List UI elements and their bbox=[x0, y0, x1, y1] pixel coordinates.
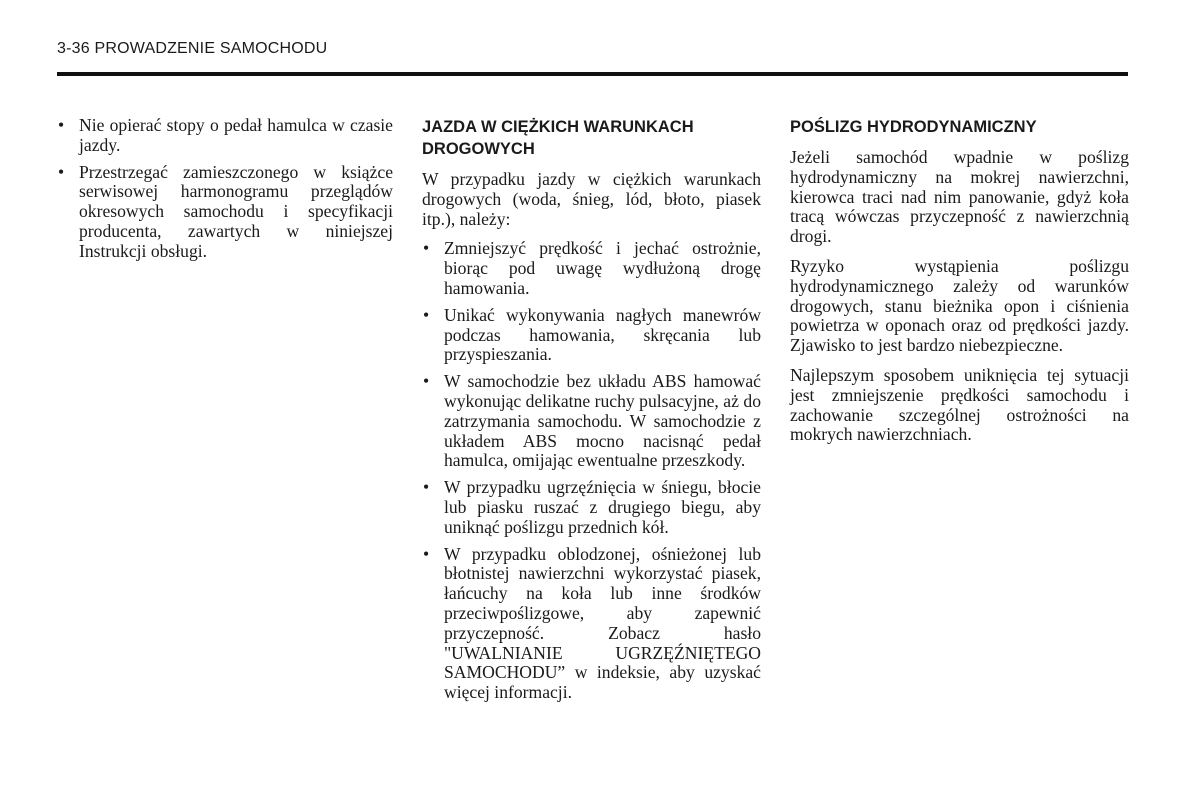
list-item-text: W przypadku oblodzonej, ośnieżonej lub błotnistej nawierzchni wykorzystać piasek, łańcuchy na koła lub inne środków przeciwpoślizgowe, aby zapewnić przyczepność. Zobacz hasło "UWALNIANIE UGRZĘŹNIĘTEGO SAMOCHODU” w indeksie, aby uzyskać więcej informacji. bbox=[444, 543, 761, 703]
header-rule bbox=[57, 72, 1128, 76]
bullet-list bbox=[57, 116, 393, 262]
bullet-icon: • bbox=[58, 115, 65, 135]
list-item bbox=[422, 306, 761, 365]
list-item-text: Unikać wykonywania nagłych manewrów podczas hamowania, skręcania lub przyspieszania. bbox=[444, 304, 761, 365]
column-right bbox=[790, 116, 1129, 455]
paragraph: Jeżeli samochód wpadnie w poślizg hydrodynamiczny na mokrej nawierzchni, kierowca traci nad nim panowanie, gdyż koła tracą wówczas przyczepność z nawierzchnią drogi. bbox=[790, 147, 1129, 247]
bullet-list bbox=[422, 239, 761, 703]
list-item-text: W samochodzie bez układu ABS hamować wykonując delikatne ruchy pulsacyjne, aż do zatrzymania samochodu. W samochodzie z układem ABS mocno nacisnąć pedał hamulca, omijając ewentualne przeszkody. bbox=[444, 371, 761, 471]
column-middle bbox=[422, 116, 761, 710]
list-item-text: W przypadku ugrzęźnięcia w śniegu, błocie lub piasku ruszać z drugiego biegu, aby uniknąć poślizgu przednich kół. bbox=[444, 477, 761, 537]
list-item bbox=[57, 116, 393, 156]
section-heading: POŚLIZG HYDRODYNAMICZNY bbox=[790, 118, 1037, 136]
page-header: 3-36 PROWADZENIE SAMOCHODU bbox=[57, 40, 328, 57]
bullet-icon: • bbox=[423, 238, 430, 259]
section-heading: JAZDA W CIĘŻKICH WARUNKACH DROGOWYCH bbox=[422, 118, 694, 158]
column-left bbox=[57, 116, 393, 269]
list-item bbox=[422, 239, 761, 298]
bullet-icon: • bbox=[58, 161, 65, 182]
list-item bbox=[422, 372, 761, 471]
bullet-icon: • bbox=[423, 543, 430, 564]
list-item-text: Nie opierać stopy o pedał hamulca w czasie jazdy. bbox=[79, 115, 393, 155]
list-item bbox=[57, 163, 393, 262]
list-item bbox=[422, 545, 761, 703]
paragraph: Ryzyko wystąpienia poślizgu hydrodynamicznego zależy od warunków drogowych, stanu bieżnika opon i ciśnienia powietrza w oponach oraz od prędkości jazdy. Zjawisko to jest bardzo niebezpieczne. bbox=[790, 255, 1129, 356]
list-item-text: Zmniejszyć prędkość i jechać ostrożnie, biorąc pod uwagę wydłużoną drogę hamowania. bbox=[444, 238, 761, 298]
list-item-text: Przestrzegać zamieszczonego w książce serwisowej harmonogramu przeglądów okresowych samochodu i specyfikacji producenta, zawartych w niniejszej Instrukcji obsługi. bbox=[79, 161, 393, 261]
bullet-icon: • bbox=[423, 477, 430, 498]
section-intro: W przypadku jazdy w ciężkich warunkach drogowych (woda, śnieg, lód, błoto, piasek itp.), należy: bbox=[422, 169, 761, 229]
paragraph: Najlepszym sposobem uniknięcia tej sytuacji jest zmniejszenie prędkości samochodu i zachowanie szczególnej ostrożności na mokrych nawierzchniach. bbox=[790, 364, 1129, 445]
bullet-icon: • bbox=[423, 371, 430, 392]
list-item bbox=[422, 478, 761, 537]
bullet-icon: • bbox=[423, 304, 430, 325]
